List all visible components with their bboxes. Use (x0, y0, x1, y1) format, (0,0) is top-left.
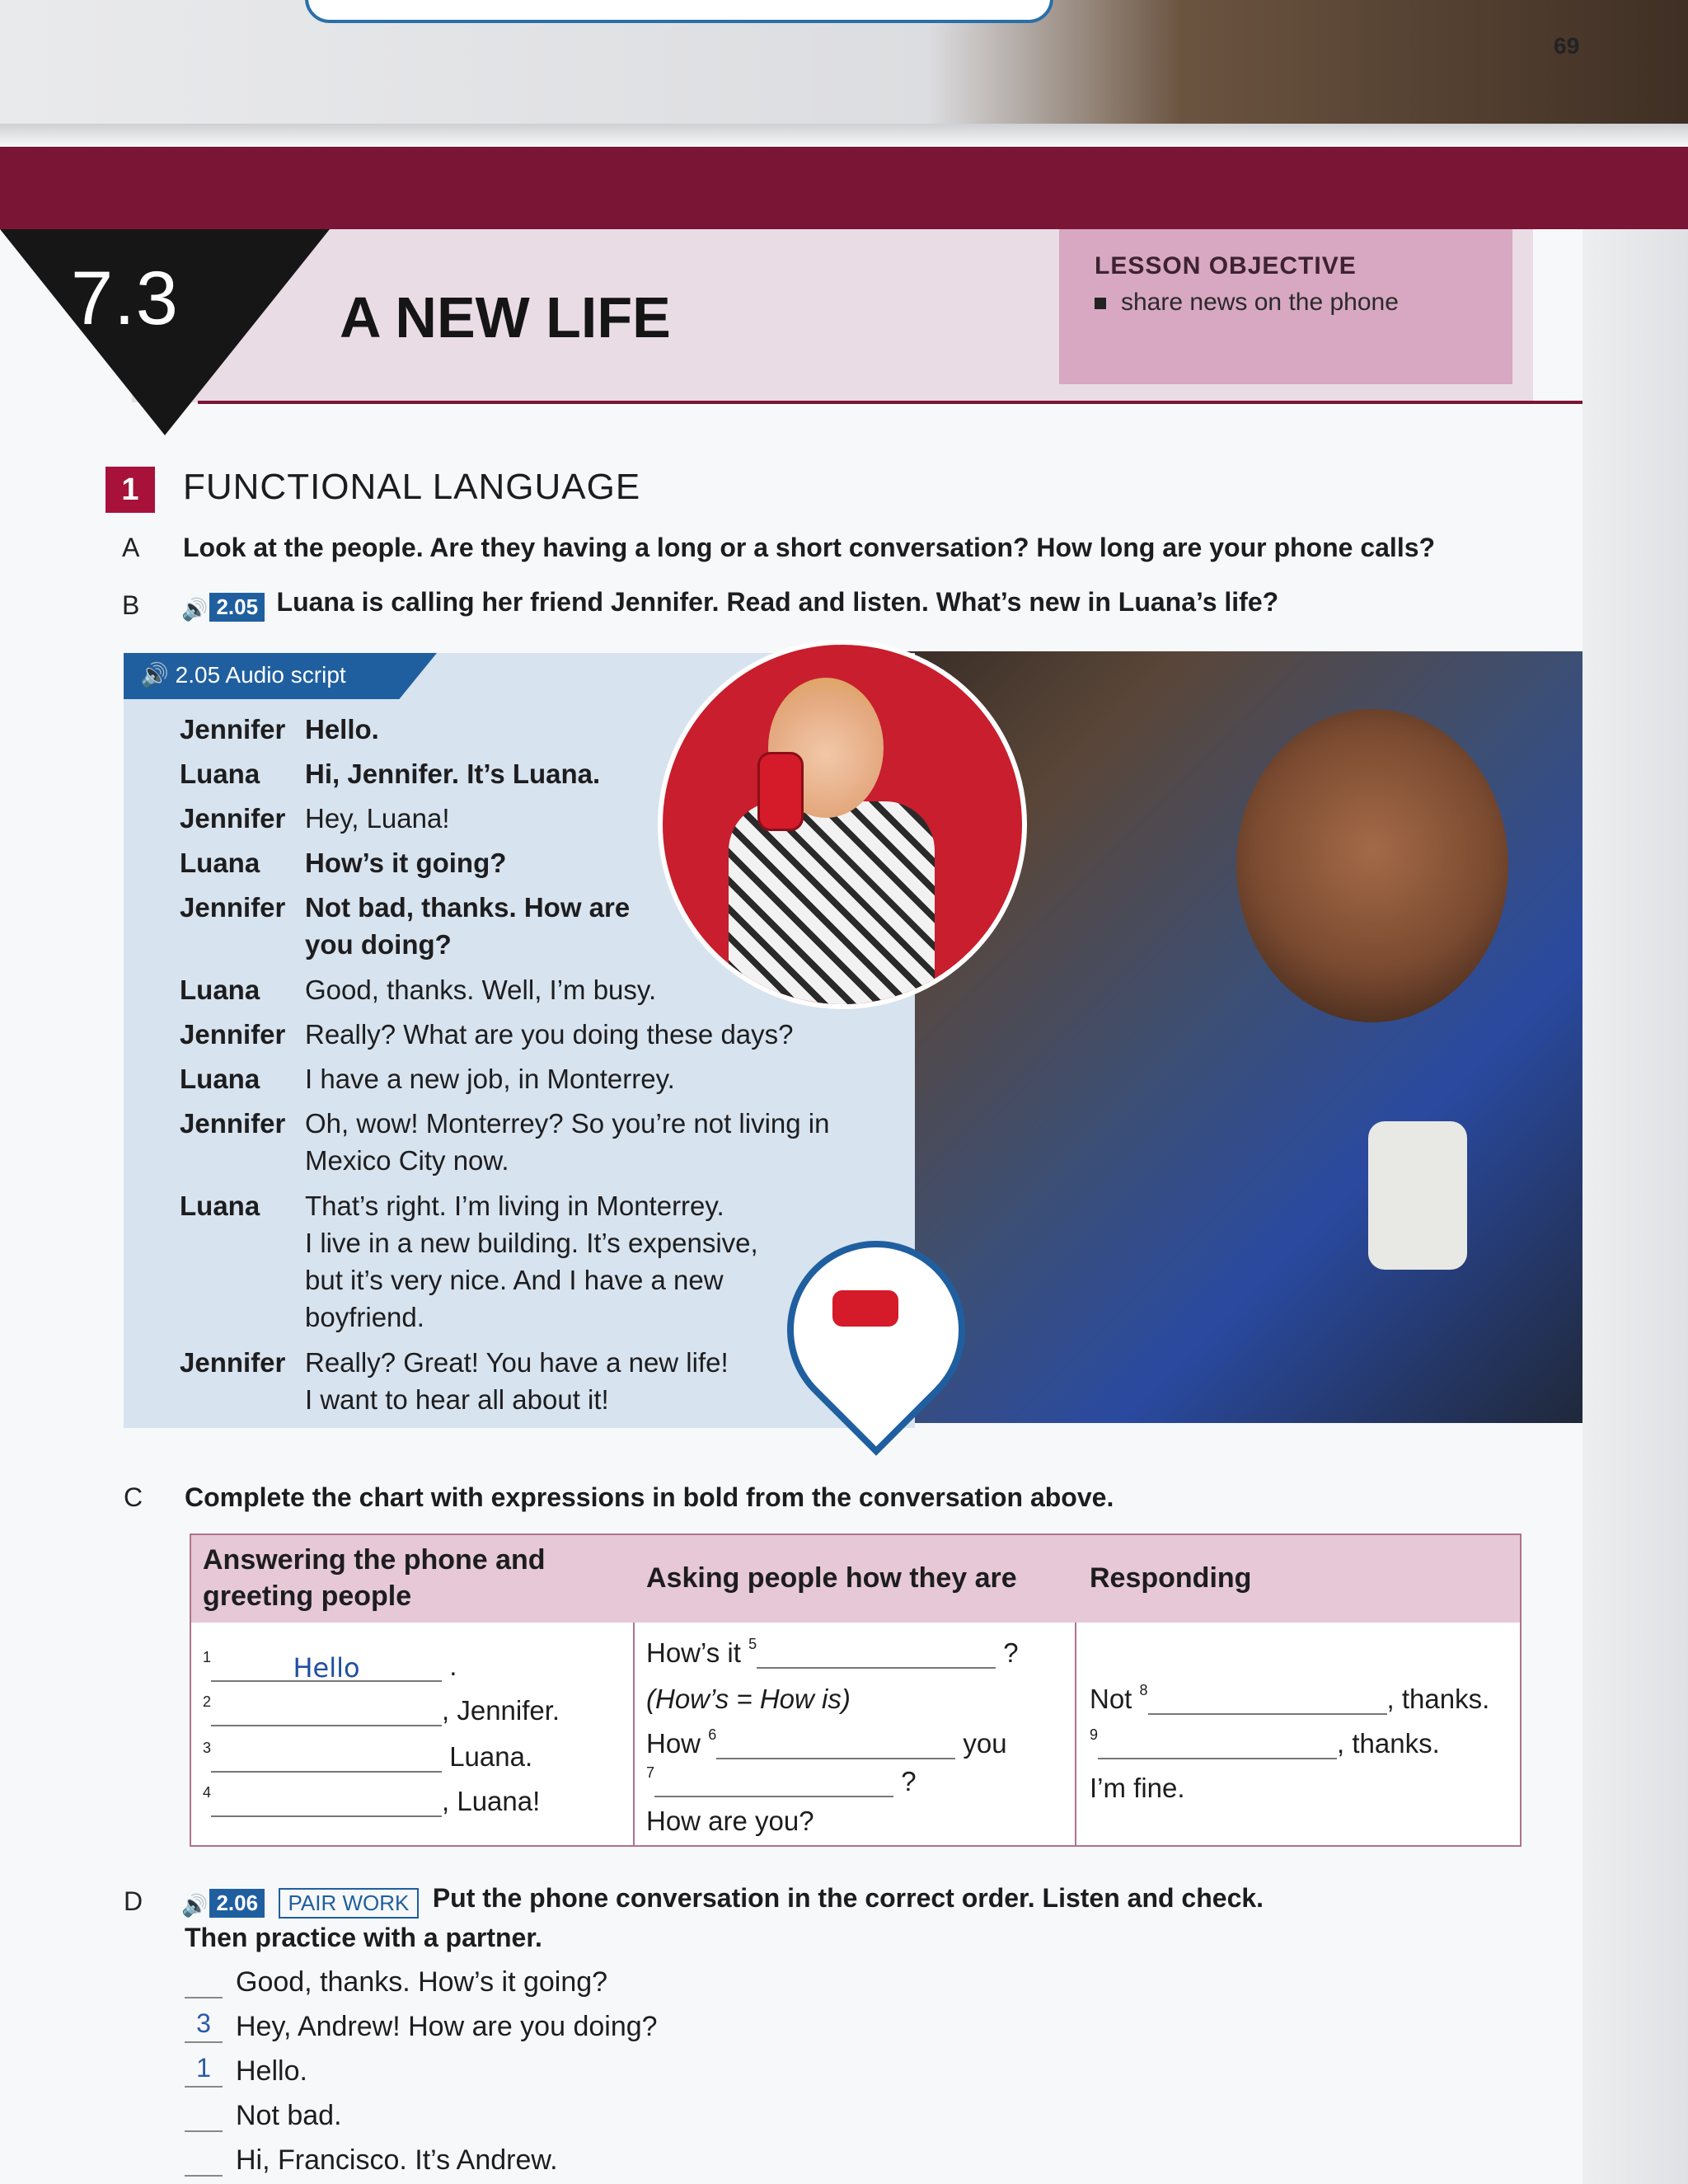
question-c-text-2: from the conversation above. (738, 1482, 1114, 1512)
blank-after: . (449, 1651, 457, 1681)
speech-bubble-edge (305, 0, 1053, 23)
order-number-blank[interactable] (185, 2097, 223, 2132)
cell-text: , thanks. (1386, 1684, 1490, 1714)
order-text: Hey, Andrew! How are you doing? (236, 2011, 658, 2042)
order-text: Hello. (236, 2055, 307, 2087)
order-item[interactable] (185, 2008, 658, 2043)
page-fold (0, 124, 1688, 147)
blank-after: Luana. (449, 1741, 533, 1772)
section-title: FUNCTIONAL LANGUAGE (183, 467, 641, 507)
speaker-name: Jennifer (180, 892, 286, 923)
speaker-name: Luana (180, 975, 260, 1005)
question-b-letter: B (122, 590, 140, 620)
question-a-text: Look at the people. Are they having a long or a short conversation? How long are your phone calls? (183, 533, 1436, 562)
pair-work-tag: PAIR WORK (279, 1888, 420, 1919)
question-c-text (185, 1482, 1114, 1513)
blank-number: 6 (708, 1726, 717, 1743)
audio-script-label-text: 2.05 Audio script (175, 662, 346, 688)
question-d-letter: D (124, 1886, 143, 1916)
blank-2[interactable] (203, 1695, 560, 1726)
cell-text: ? (901, 1766, 917, 1797)
answer-blank[interactable] (654, 1768, 893, 1797)
question-d-text-2: Then practice with a partner. (185, 1923, 542, 1952)
speaker-name: Jennifer (180, 1108, 286, 1139)
answer-blank[interactable] (1148, 1685, 1387, 1715)
cell-text: ? (1003, 1637, 1019, 1668)
order-text: Good, thanks. How’s it going? (236, 1966, 608, 1998)
audio-script-label[interactable] (140, 661, 346, 688)
objective-heading: LESSON OBJECTIVE (1095, 252, 1357, 279)
line-text: Good, thanks. Well, I’m busy. (305, 975, 657, 1005)
line-text: boyfriend. (305, 1302, 424, 1332)
photo-woman-face (1236, 709, 1508, 1022)
blank-9-row[interactable] (1090, 1728, 1440, 1759)
answer-hello[interactable]: Hello (211, 1652, 442, 1682)
lesson-title: A NEW LIFE (340, 285, 671, 350)
expressions-chart (190, 1533, 1522, 1847)
line-text: Hey, Luana! (305, 803, 450, 834)
line-text: Really? Great! You have a new life! (305, 1347, 729, 1378)
audio-speaker-icon[interactable]: 🔊 (181, 596, 209, 622)
line-text: Oh, wow! Monterrey? So you’re not living in (305, 1108, 830, 1139)
answer-blank[interactable] (1098, 1730, 1337, 1759)
question-d-text: Put the phone conversation in the correct order. Listen and check. (432, 1883, 1264, 1913)
hows-note: (How’s = How is) (646, 1684, 851, 1714)
order-number-blank[interactable] (185, 2142, 223, 2177)
blank-1[interactable] (203, 1651, 457, 1682)
answer-blank[interactable] (211, 1787, 442, 1817)
how-are-you: How are you? (646, 1806, 814, 1836)
blank-number: 1 (203, 1649, 212, 1665)
line-text: Hello. (305, 714, 379, 744)
line-text: but it’s very nice. And I have a new (305, 1265, 724, 1295)
answer-blank[interactable] (211, 1697, 442, 1726)
answer-blank[interactable] (716, 1730, 955, 1759)
blank-8-row[interactable] (1090, 1684, 1489, 1715)
question-b-text: Luana is calling her friend Jennifer. Read and listen. What’s new in Luana’s life? (276, 587, 1279, 617)
blank-number: 9 (1090, 1726, 1099, 1743)
blank-after: , Jennifer. (442, 1695, 560, 1726)
lesson-number: 7.3 (71, 256, 179, 341)
cell-text: How (646, 1728, 701, 1759)
blank-number: 2 (203, 1693, 212, 1710)
page-edge (1582, 147, 1688, 2184)
speaker-name: Luana (180, 1191, 260, 1221)
blank-number: 5 (748, 1636, 757, 1652)
speaker-name: Jennifer (180, 714, 286, 744)
order-text: Hi, Francisco. It’s Andrew. (236, 2144, 558, 2176)
question-c-bold-word: bold (682, 1482, 739, 1512)
line-text: I want to hear all about it! (305, 1384, 609, 1415)
speaker-name: Luana (180, 1064, 260, 1094)
blank-4[interactable] (203, 1786, 540, 1817)
objective-item (1095, 289, 1399, 317)
line-text: Not bad, thanks. How are (305, 892, 631, 923)
line-text: I live in a new building. It’s expensive, (305, 1228, 758, 1258)
speaker-name: Luana (180, 759, 260, 789)
blank-5-row[interactable] (646, 1637, 1019, 1669)
question-a-letter: A (122, 533, 140, 562)
order-item[interactable] (185, 2142, 558, 2177)
order-number-blank[interactable]: 3 (185, 2008, 223, 2043)
blank-7-row[interactable] (646, 1766, 917, 1797)
header-rule (198, 401, 1582, 404)
blank-number: 8 (1139, 1682, 1148, 1698)
order-item[interactable] (185, 2097, 342, 2132)
line-text: Hi, Jennifer. It’s Luana. (305, 759, 601, 789)
chart-column-divider (1075, 1623, 1076, 1845)
order-text: Not bad. (236, 2100, 342, 2131)
order-item[interactable] (185, 1964, 607, 1998)
audio-track-badge[interactable]: 2.06 (209, 1889, 265, 1918)
page-number: 69 (1554, 33, 1580, 59)
cell-text: Not (1090, 1684, 1132, 1714)
question-c-letter: C (124, 1482, 143, 1512)
square-bullet-icon (1095, 298, 1106, 309)
speaker-name: Jennifer (180, 1019, 286, 1050)
line-text: you doing? (305, 929, 452, 960)
blank-6-row[interactable] (646, 1728, 1007, 1759)
speaker-name: Luana (180, 848, 260, 878)
section-number: 1 (106, 467, 155, 513)
blank-number: 3 (203, 1740, 212, 1756)
order-number-blank[interactable]: 1 (185, 2053, 223, 2088)
line-text: Mexico City now. (305, 1145, 509, 1176)
line-text: I have a new job, in Monterrey. (305, 1064, 675, 1094)
chart-column-divider (633, 1623, 635, 1845)
speaker-name: Jennifer (180, 803, 286, 834)
answer-blank[interactable] (211, 1743, 442, 1773)
answer-blank[interactable] (757, 1639, 996, 1669)
chart-header-asking: Asking people how they are (646, 1562, 1017, 1594)
blank-number: 7 (646, 1764, 655, 1781)
speaker-icon: 🔊 (140, 662, 176, 688)
im-fine: I’m fine. (1090, 1773, 1185, 1803)
question-d (181, 1883, 1264, 1919)
cell-text: How’s it (646, 1637, 741, 1668)
audio-speaker-icon[interactable]: 🔊 (181, 1892, 209, 1918)
chart-header-responding: Responding (1090, 1562, 1252, 1594)
speaker-name: Jennifer (180, 1347, 286, 1378)
blank-after: , Luana! (442, 1786, 541, 1816)
photo-mug (1368, 1121, 1467, 1270)
line-text: That’s right. I’m living in Monterrey. (305, 1191, 724, 1221)
chart-header-answering: Answering the phone and greeting people (203, 1544, 546, 1612)
question-c-text-1: Complete the chart with expressions in (185, 1482, 683, 1512)
blank-3[interactable] (203, 1741, 532, 1773)
blank-number: 4 (203, 1784, 212, 1801)
order-item[interactable] (185, 2053, 307, 2088)
audio-script-dialogue (180, 711, 905, 1420)
line-text: How’s it going? (305, 848, 507, 878)
objective-item-text: share news on the phone (1121, 289, 1399, 316)
header-band-dark (0, 147, 1688, 229)
order-number-blank[interactable] (185, 1964, 223, 1998)
line-text: Really? What are you doing these days? (305, 1019, 794, 1050)
cell-text: you (963, 1728, 1007, 1759)
question-b (181, 587, 1278, 622)
audio-track-badge[interactable]: 2.05 (209, 593, 265, 622)
cell-text: , thanks. (1337, 1728, 1440, 1759)
